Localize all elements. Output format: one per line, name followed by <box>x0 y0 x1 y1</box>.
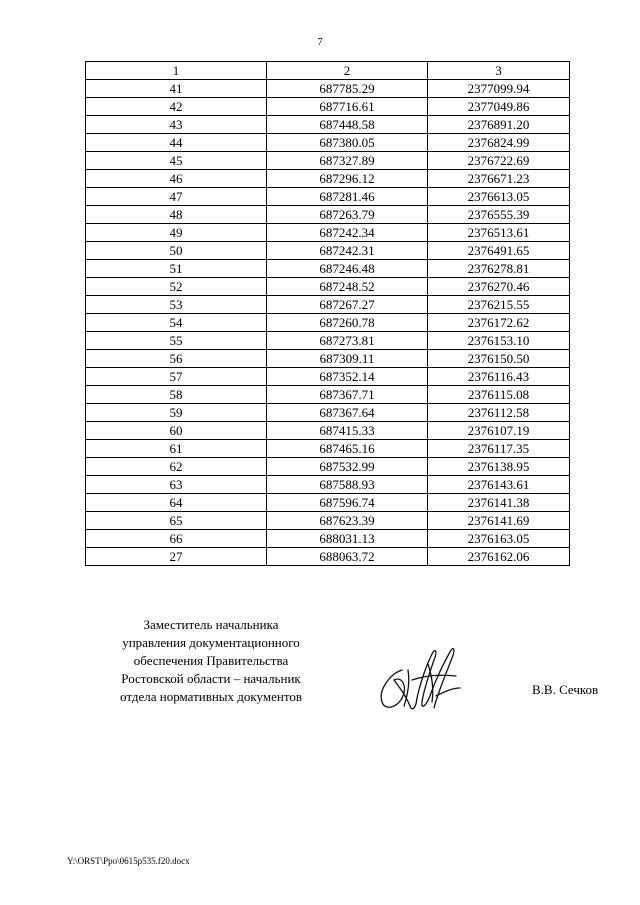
table-cell: 55 <box>86 332 267 350</box>
table-cell: 61 <box>86 440 267 458</box>
table-row <box>86 494 570 512</box>
table-cell: 687260.78 <box>267 314 428 332</box>
table-cell: 687263.79 <box>267 206 428 224</box>
table-cell: 2376491.65 <box>428 242 570 260</box>
table-cell: 2376138.95 <box>428 458 570 476</box>
table-cell: 2376172.62 <box>428 314 570 332</box>
table-cell: 2376141.38 <box>428 494 570 512</box>
table-row <box>86 170 570 188</box>
table-row <box>86 476 570 494</box>
table-row <box>86 512 570 530</box>
table-cell: 687596.74 <box>267 494 428 512</box>
table-cell: 2376116.43 <box>428 368 570 386</box>
footer-file-path: Y:\ORST\Ppo\0615p535.f20.docx <box>67 856 190 866</box>
table-cell: 46 <box>86 170 267 188</box>
table-cell: 2376722.69 <box>428 152 570 170</box>
table-row <box>86 332 570 350</box>
table-row <box>86 278 570 296</box>
table-cell: 2377049.86 <box>428 98 570 116</box>
coordinates-table <box>85 61 570 566</box>
table-cell: 65 <box>86 512 267 530</box>
table-cell: 49 <box>86 224 267 242</box>
table-cell: 2376150.50 <box>428 350 570 368</box>
table-row <box>86 152 570 170</box>
table-cell: 52 <box>86 278 267 296</box>
table-cell: 687246.48 <box>267 260 428 278</box>
table-cell: 2376117.35 <box>428 440 570 458</box>
table-cell: 51 <box>86 260 267 278</box>
column-header: 3 <box>428 62 570 80</box>
table-cell: 2376215.55 <box>428 296 570 314</box>
table-cell: 687380.05 <box>267 134 428 152</box>
table-cell: 2376671.23 <box>428 170 570 188</box>
table-cell: 54 <box>86 314 267 332</box>
table-cell: 47 <box>86 188 267 206</box>
table-cell: 687532.99 <box>267 458 428 476</box>
table-cell: 2376513.61 <box>428 224 570 242</box>
table-cell: 2376143.61 <box>428 476 570 494</box>
table-cell: 62 <box>86 458 267 476</box>
table-cell: 44 <box>86 134 267 152</box>
table-cell: 687465.16 <box>267 440 428 458</box>
table-cell: 687785.29 <box>267 80 428 98</box>
table-row <box>86 296 570 314</box>
table-row <box>86 386 570 404</box>
table-row <box>86 188 570 206</box>
signatory-title-line: Ростовской области – начальник <box>121 671 301 686</box>
table-cell: 687242.31 <box>267 242 428 260</box>
table-row <box>86 458 570 476</box>
signatory-title-line: отдела нормативных документов <box>120 689 302 704</box>
table-row <box>86 548 570 566</box>
table-row <box>86 98 570 116</box>
table-cell: 48 <box>86 206 267 224</box>
page-number: 7 <box>317 36 323 48</box>
signatory-name: В.В. Сечков <box>532 682 599 697</box>
table-cell: 2376107.19 <box>428 422 570 440</box>
table-row <box>86 314 570 332</box>
table-row <box>86 404 570 422</box>
column-header: 1 <box>86 62 267 80</box>
table-cell: 2376141.69 <box>428 512 570 530</box>
column-header: 2 <box>267 62 428 80</box>
table-cell: 2376115.08 <box>428 386 570 404</box>
signatory-title-line: управления документационного <box>122 635 300 650</box>
table-row <box>86 368 570 386</box>
table-cell: 2376153.10 <box>428 332 570 350</box>
table-cell: 687248.52 <box>267 278 428 296</box>
table-row <box>86 440 570 458</box>
table-cell: 45 <box>86 152 267 170</box>
signatory-title-line: Заместитель начальника <box>143 617 279 632</box>
table-cell: 58 <box>86 386 267 404</box>
table-cell: 53 <box>86 296 267 314</box>
table-cell: 2376613.05 <box>428 188 570 206</box>
table-cell: 687367.71 <box>267 386 428 404</box>
table-cell: 60 <box>86 422 267 440</box>
table-cell: 2376270.46 <box>428 278 570 296</box>
table-cell: 687588.93 <box>267 476 428 494</box>
table-cell: 2376163.05 <box>428 530 570 548</box>
table-row <box>86 134 570 152</box>
table-row <box>86 80 570 98</box>
table-cell: 687267.27 <box>267 296 428 314</box>
table-cell: 63 <box>86 476 267 494</box>
table-cell: 687273.81 <box>267 332 428 350</box>
table-cell: 687367.64 <box>267 404 428 422</box>
table-cell: 42 <box>86 98 267 116</box>
table-row <box>86 116 570 134</box>
table-row <box>86 224 570 242</box>
signatory-title-line: обеспечения Правительства <box>133 653 289 668</box>
table-cell: 687415.33 <box>267 422 428 440</box>
table-cell: 43 <box>86 116 267 134</box>
table-cell: 688063.72 <box>267 548 428 566</box>
table-cell: 687448.58 <box>267 116 428 134</box>
table-cell: 688031.13 <box>267 530 428 548</box>
table-cell: 2377099.94 <box>428 80 570 98</box>
table-cell: 2376112.58 <box>428 404 570 422</box>
table-cell: 57 <box>86 368 267 386</box>
table-row <box>86 350 570 368</box>
table-cell: 2376278.81 <box>428 260 570 278</box>
table-cell: 2376555.39 <box>428 206 570 224</box>
table-cell: 59 <box>86 404 267 422</box>
table-cell: 687309.11 <box>267 350 428 368</box>
table-cell: 687242.34 <box>267 224 428 242</box>
table-cell: 66 <box>86 530 267 548</box>
signatory-title <box>108 616 314 706</box>
table-cell: 687352.14 <box>267 368 428 386</box>
table-header-row <box>86 62 570 80</box>
table-cell: 64 <box>86 494 267 512</box>
table-cell: 2376824.99 <box>428 134 570 152</box>
table-cell: 2376891.20 <box>428 116 570 134</box>
table-cell: 687296.12 <box>267 170 428 188</box>
table-cell: 2376162.06 <box>428 548 570 566</box>
table-row <box>86 530 570 548</box>
table-cell: 687281.46 <box>267 188 428 206</box>
table-row <box>86 206 570 224</box>
table-body <box>86 80 570 566</box>
table-cell: 687716.61 <box>267 98 428 116</box>
handwritten-signature <box>372 636 467 718</box>
table-cell: 56 <box>86 350 267 368</box>
table-row <box>86 260 570 278</box>
table-row <box>86 242 570 260</box>
table-cell: 27 <box>86 548 267 566</box>
table-cell: 687327.89 <box>267 152 428 170</box>
table-cell: 50 <box>86 242 267 260</box>
table-cell: 41 <box>86 80 267 98</box>
table-cell: 687623.39 <box>267 512 428 530</box>
table-row <box>86 422 570 440</box>
